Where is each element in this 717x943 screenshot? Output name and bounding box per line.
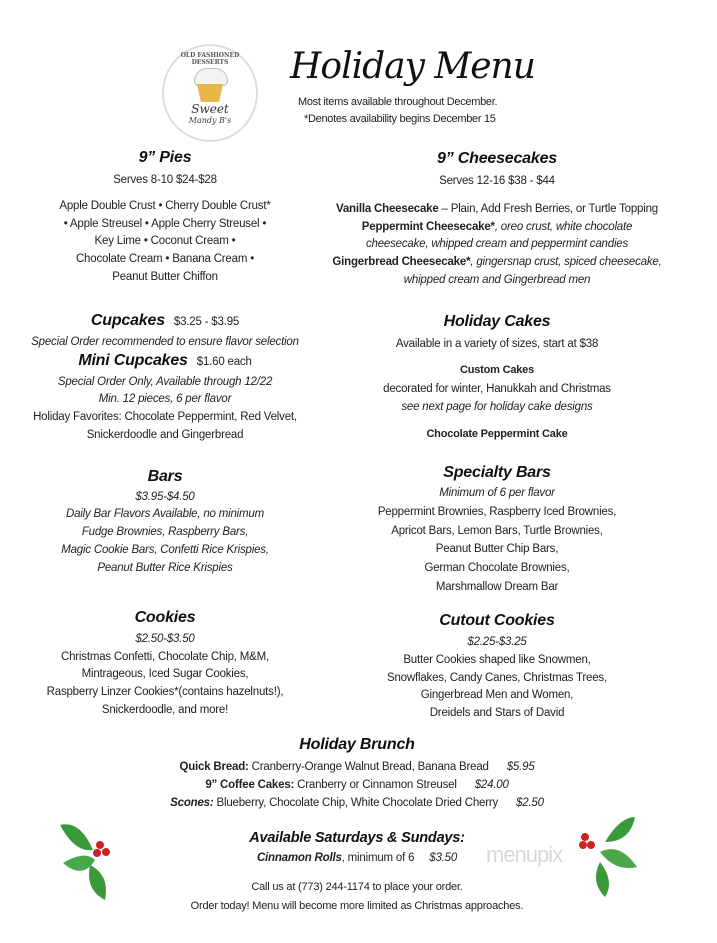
specialty-bars-heading: Specialty Bars bbox=[443, 464, 551, 481]
item-name: 9” Coffee Cakes: bbox=[205, 779, 295, 791]
cutout-line: Gingerbread Men and Women, bbox=[420, 689, 574, 701]
cookies-price: $2.50-$3.50 bbox=[135, 633, 195, 645]
logo-name-2: Mandy B's bbox=[188, 116, 232, 125]
muffin-cup-icon bbox=[197, 84, 223, 102]
pie-line: Key Lime • Coconut Cream • bbox=[94, 235, 236, 247]
specialty-bars-note: Minimum of 6 per flavor bbox=[439, 487, 555, 499]
brunch-item bbox=[107, 759, 607, 775]
pie-line: Apple Double Crust • Cherry Double Crust* bbox=[59, 200, 271, 212]
bars-line: Magic Cookie Bars, Confetti Rice Krispies, bbox=[61, 544, 269, 556]
specialty-line: German Chocolate Brownies, bbox=[424, 562, 570, 574]
subtitle-note: *Denotes availability begins December 15 bbox=[304, 113, 496, 125]
cookies-line: Snickerdoodle, and more! bbox=[101, 704, 229, 716]
item-name: Gingerbread Cheesecake* bbox=[332, 256, 471, 268]
item-name: Quick Bread: bbox=[179, 761, 249, 773]
cupcakes-heading bbox=[0, 313, 355, 330]
item-desc: Cranberry or Cinnamon Streusel bbox=[294, 779, 457, 791]
logo-name: Sweet bbox=[191, 102, 229, 116]
brunch-item bbox=[107, 777, 607, 793]
item-name: Vanilla Cheesecake bbox=[336, 203, 439, 215]
cheesecakes-serves: Serves 12-16 $38 - $44 bbox=[439, 175, 555, 187]
item-name: Cinnamon Rolls bbox=[256, 852, 342, 864]
subtitle: Most items available throughout December. bbox=[298, 96, 498, 108]
watermark: menupix bbox=[486, 842, 563, 867]
cookies-line: Raspberry Linzer Cookies*(contains hazelnuts!), bbox=[46, 686, 284, 698]
custom-cakes-note: see next page for holiday cake designs bbox=[401, 401, 593, 413]
order-text: Order today! Menu will become more limited as Christmas approaches. bbox=[190, 900, 524, 912]
brunch-heading: Holiday Brunch bbox=[299, 736, 415, 753]
favorites: Snickerdoodle and Gingerbread bbox=[86, 429, 244, 441]
heading-text: Cupcakes bbox=[90, 312, 165, 329]
page-title: Holiday Menu bbox=[290, 46, 535, 87]
item-price: $24.00 bbox=[474, 779, 509, 791]
cheesecake-vanilla bbox=[282, 201, 712, 217]
cutout-line: Butter Cookies shaped like Snowmen, bbox=[403, 654, 591, 666]
mini-note: Min. 12 pieces, 6 per flavor bbox=[98, 393, 232, 405]
pie-line: • Apple Streusel • Apple Cherry Streusel • bbox=[63, 218, 267, 230]
item-desc: Cranberry-Orange Walnut Bread, Banana Bread bbox=[248, 761, 489, 773]
cupcakes-note: Special Order recommended to ensure flavor selection bbox=[31, 336, 299, 348]
cutout-line: Snowflakes, Candy Canes, Christmas Trees, bbox=[387, 672, 607, 684]
bars-line: Peanut Butter Rice Krispies bbox=[97, 562, 233, 574]
specialty-line: Peanut Butter Chip Bars, bbox=[435, 543, 559, 555]
item-desc: whipped cream and Gingerbread men bbox=[403, 274, 591, 286]
cutout-price: $2.25-$3.25 bbox=[467, 636, 527, 648]
price: $3.25 - $3.95 bbox=[173, 316, 240, 328]
pie-line: Chocolate Cream • Banana Cream • bbox=[75, 253, 255, 265]
item-name: Scones: bbox=[170, 797, 214, 809]
specialty-line: Marshmallow Dream Bar bbox=[435, 581, 559, 593]
cookies-line: Christmas Confetti, Chocolate Chip, M&M, bbox=[60, 651, 270, 663]
cutout-cookies-heading: Cutout Cookies bbox=[439, 612, 555, 629]
specialty-line: Peppermint Brownies, Raspberry Iced Brownies, bbox=[377, 506, 617, 518]
custom-cakes-desc: decorated for winter, Hanukkah and Christmas bbox=[383, 383, 611, 395]
item-desc: cheesecake, whipped cream and peppermint candies bbox=[365, 238, 629, 250]
mini-note: Special Order Only, Available through 12/22 bbox=[57, 376, 273, 388]
item-desc: , oreo crust, white chocolate bbox=[494, 221, 633, 233]
cookies-heading: Cookies bbox=[134, 609, 196, 626]
cheesecake-gingerbread bbox=[282, 254, 712, 270]
item-desc: – Plain, Add Fresh Berries, or Turtle Topping bbox=[438, 203, 658, 215]
chocolate-peppermint-cake: Chocolate Peppermint Cake bbox=[426, 428, 568, 440]
holly-icon bbox=[575, 812, 645, 902]
bars-line: Daily Bar Flavors Available, no minimum bbox=[66, 508, 264, 520]
item-name: Peppermint Cheesecake* bbox=[361, 221, 495, 233]
heading-text: Mini Cupcakes bbox=[78, 352, 188, 369]
price: $1.60 each bbox=[196, 356, 252, 368]
holiday-cakes-heading: Holiday Cakes bbox=[443, 313, 551, 330]
favorites: Holiday Favorites: Chocolate Peppermint, Red Velvet, bbox=[33, 411, 297, 423]
brunch-item bbox=[107, 795, 607, 811]
logo-arc-text: OLD FASHIONED DESSERTS bbox=[180, 52, 240, 66]
item-price: $3.50 bbox=[429, 852, 458, 864]
specialty-line: Apricot Bars, Lemon Bars, Turtle Brownies, bbox=[391, 525, 603, 537]
muffin-top-icon bbox=[194, 68, 228, 86]
cookies-line: Mintrageous, Iced Sugar Cookies, bbox=[81, 668, 249, 680]
cheesecakes-heading: 9” Cheesecakes bbox=[437, 150, 557, 167]
bars-heading: Bars bbox=[147, 468, 183, 485]
mini-cupcakes-heading bbox=[0, 353, 355, 370]
item-price: $5.95 bbox=[506, 761, 535, 773]
pies-serves: Serves 8-10 $24-$28 bbox=[113, 174, 217, 186]
item-desc: , minimum of 6 bbox=[341, 852, 415, 864]
bars-line: Fudge Brownies, Raspberry Bars, bbox=[81, 526, 249, 538]
weekend-heading: Available Saturdays & Sundays: bbox=[249, 830, 465, 846]
bakery-logo bbox=[162, 44, 258, 142]
bars-price: $3.95-$4.50 bbox=[135, 491, 195, 503]
custom-cakes: Custom Cakes bbox=[459, 364, 534, 376]
holiday-cakes-note: Available in a variety of sizes, start at $38 bbox=[395, 338, 599, 350]
pies-heading: 9” Pies bbox=[138, 149, 192, 166]
pie-line: Peanut Butter Chiffon bbox=[112, 271, 218, 283]
item-desc: , gingersnap crust, spiced cheesecake, bbox=[470, 256, 662, 268]
cutout-line: Dreidels and Stars of David bbox=[429, 707, 565, 719]
holly-icon bbox=[55, 815, 125, 905]
call-text: Call us at (773) 244-1174 to place your order. bbox=[251, 881, 463, 893]
cheesecake-peppermint bbox=[307, 219, 687, 235]
item-price: $2.50 bbox=[516, 797, 544, 809]
item-desc: Blueberry, Chocolate Chip, White Chocolate Dried Cherry bbox=[213, 797, 499, 809]
